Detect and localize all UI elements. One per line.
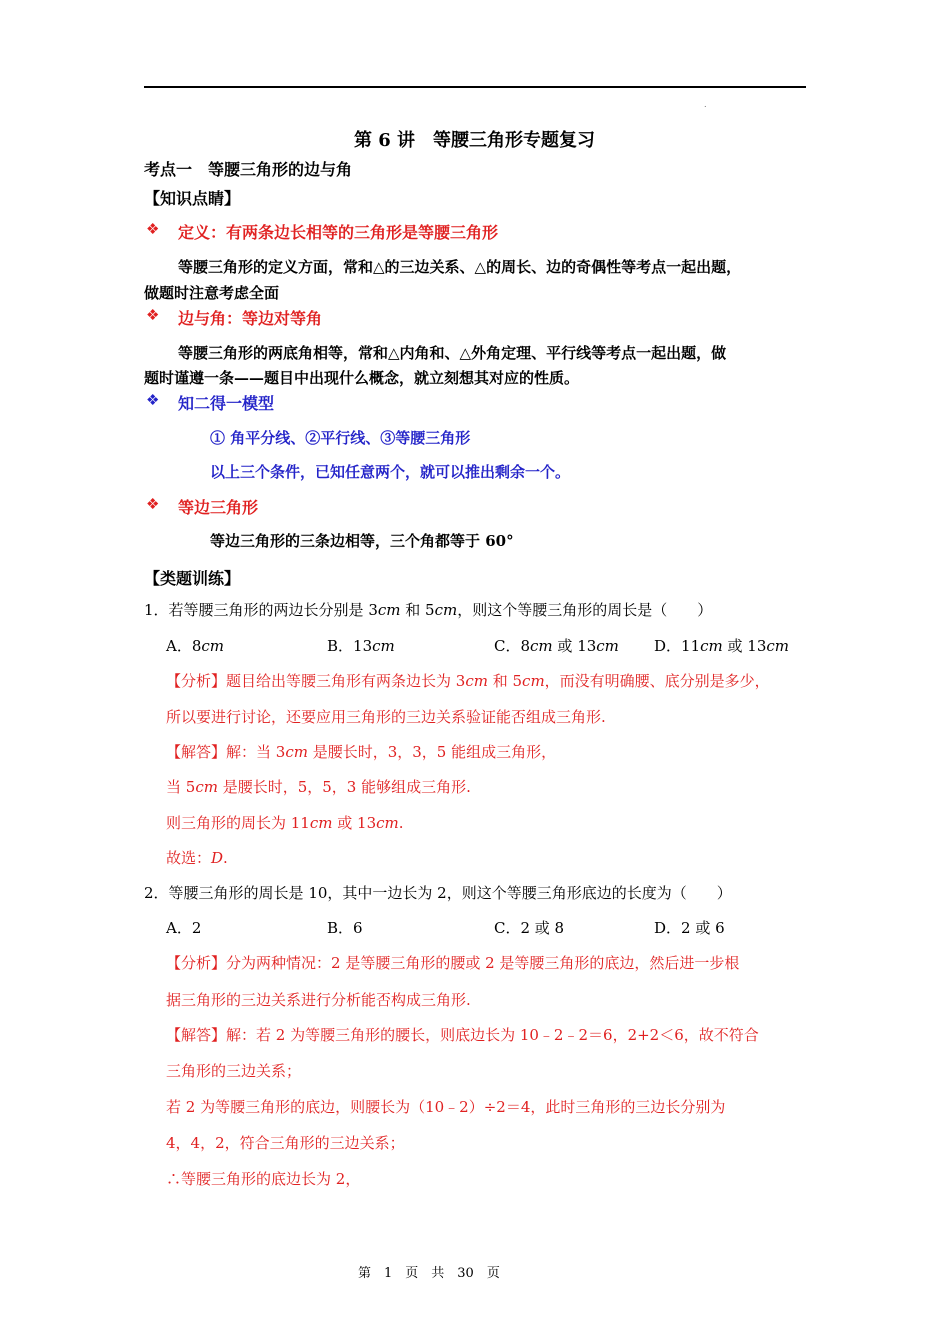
section-heading: 考点一 等腰三角形的边与角 bbox=[144, 160, 353, 179]
q2-option-c: C．2 或 8 bbox=[494, 919, 565, 937]
page-footer: 第 1 页 共 30 页 bbox=[358, 1266, 500, 1281]
q2-answer-2: 三角形的三边关系； bbox=[166, 1062, 302, 1080]
practice-tag: 【类题训练】 bbox=[144, 569, 241, 588]
q2-option-b: B．6 bbox=[327, 919, 363, 937]
question-2-stem: 2．等腰三角形的周长是 10，其中一边长为 2，则这个等腰三角形底边的长度为（ ） bbox=[144, 884, 732, 902]
definition-text-2: 做题时注意考虑全面 bbox=[144, 284, 280, 302]
equilateral-label: 等边三角形 bbox=[178, 498, 259, 517]
q2-answer-3: 若 2 为等腰三角形的底边，则腰长为（10﹣2）÷2＝4，此时三角形的三边长分别为 bbox=[166, 1098, 726, 1116]
diamond-icon: ❖ bbox=[146, 306, 160, 324]
q2-answer-5: ∴等腰三角形的底边长为 2， bbox=[166, 1170, 361, 1188]
q1-analysis-1: 【分析】题目给出等腰三角形有两条边长为 3cm 和 5cm，而没有明确腰、底分别是多少， bbox=[166, 672, 770, 690]
q1-option-c: C．8cm 或 13cm bbox=[494, 637, 619, 655]
q1-answer-2: 当 5cm 是腰长时，5，5，3 能够组成三角形. bbox=[166, 778, 471, 796]
diamond-icon: ❖ bbox=[146, 495, 160, 513]
q1-answer-3: 则三角形的周长为 11cm 或 13cm. bbox=[166, 814, 404, 832]
q2-analysis-1: 【分析】分为两种情况：2 是等腰三角形的腰或 2 是等腰三角形的底边，然后进一步根 bbox=[166, 954, 740, 972]
q2-option-a: A．2 bbox=[166, 919, 202, 937]
q1-answer-4: 故选：D. bbox=[166, 849, 228, 867]
header-mark: . bbox=[704, 100, 707, 109]
q1-analysis-2: 所以要进行讨论，还要应用三角形的三边关系验证能否组成三角形. bbox=[166, 708, 606, 726]
q2-option-d: D．2 或 6 bbox=[654, 919, 725, 937]
model-label: 知二得一模型 bbox=[178, 394, 275, 413]
definition-text-1: 等腰三角形的定义方面，常和△的三边关系、△的周长、边的奇偶性等考点一起出题， bbox=[178, 258, 742, 276]
model-text-1: ① 角平分线、②平行线、③等腰三角形 bbox=[210, 429, 471, 447]
header-rule bbox=[144, 86, 806, 88]
definition-label: 定义：有两条边长相等的三角形是等腰三角形 bbox=[178, 223, 499, 242]
equilateral-text: 等边三角形的三条边相等，三个角都等于 60° bbox=[210, 532, 514, 550]
diamond-icon: ❖ bbox=[146, 220, 160, 238]
question-1-stem: 1．若等腰三角形的两边长分别是 3cm 和 5cm，则这个等腰三角形的周长是（ ） bbox=[144, 601, 713, 619]
q2-answer-4: 4，4，2，符合三角形的三边关系； bbox=[166, 1134, 405, 1152]
page-title: 第 6 讲 等腰三角形专题复习 bbox=[354, 130, 596, 151]
q1-option-d: D．11cm 或 13cm bbox=[654, 637, 789, 655]
q1-answer-1: 【解答】解：当 3cm 是腰长时，3，3，5 能组成三角形， bbox=[166, 743, 557, 761]
q1-option-a: A．8cm bbox=[166, 637, 225, 655]
diamond-icon: ❖ bbox=[146, 391, 160, 409]
knowledge-tag: 【知识点睛】 bbox=[144, 189, 241, 208]
q1-option-b: B．13cm bbox=[327, 637, 395, 655]
q2-answer-1: 【解答】解：若 2 为等腰三角形的腰长，则底边长为 10﹣2﹣2＝6，2+2＜6，故不符合 bbox=[166, 1026, 759, 1044]
model-text-2: 以上三个条件，已知任意两个，就可以推出剩余一个。 bbox=[210, 463, 571, 481]
side-angle-text-1: 等腰三角形的两底角相等，常和△内角和、△外角定理、平行线等考点一起出题，做 bbox=[178, 344, 727, 362]
side-angle-text-2: 题时谨遵一条——题目中出现什么概念，就立刻想其对应的性质。 bbox=[144, 369, 580, 387]
side-angle-label: 边与角：等边对等角 bbox=[178, 309, 323, 328]
q2-analysis-2: 据三角形的三边关系进行分析能否构成三角形. bbox=[166, 991, 471, 1009]
